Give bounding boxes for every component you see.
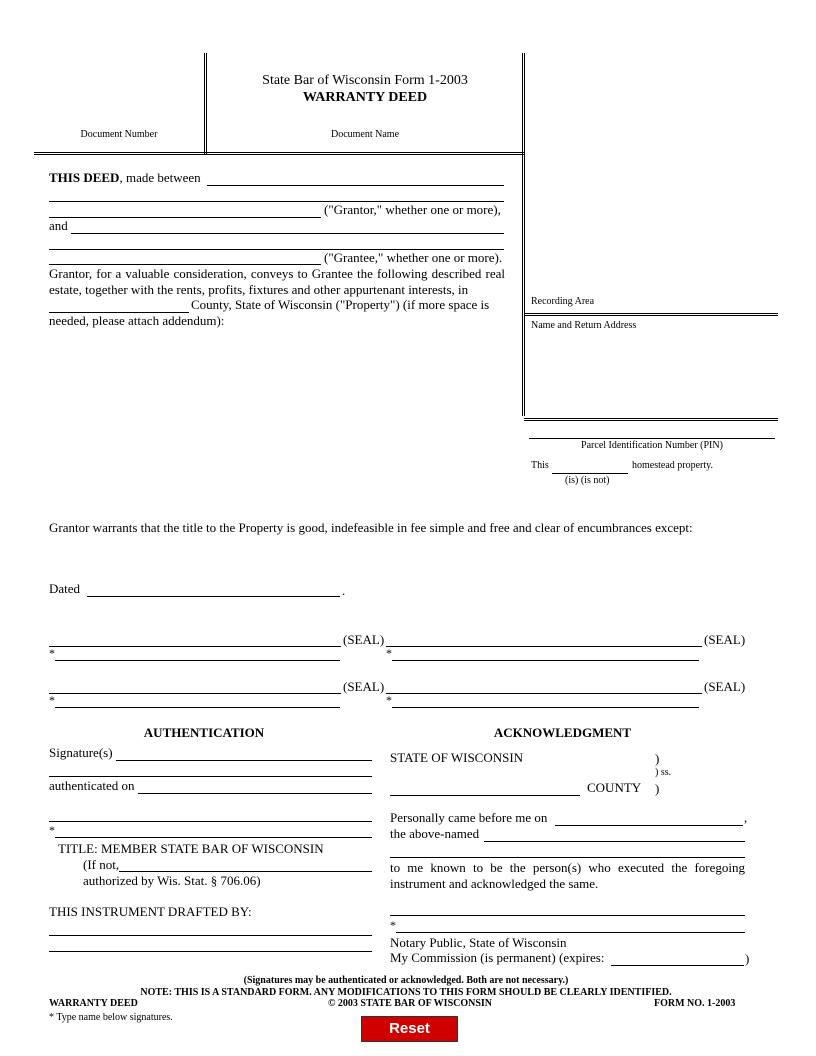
personally-comma: ,	[744, 810, 748, 825]
grantor-signature-4[interactable]	[386, 679, 702, 694]
footer-right: FORM NO. 1-2003	[654, 998, 736, 1009]
grantor-signature-2[interactable]	[386, 632, 702, 647]
signatures-label: Signature(s)	[49, 745, 113, 760]
grantor-suffix: ("Grantor," whether one or more),	[324, 202, 501, 217]
asterisk-2: *	[386, 646, 392, 660]
dated-period: .	[342, 583, 346, 598]
this-deed-label: THIS DEED	[49, 170, 120, 185]
and-label: and	[49, 218, 68, 233]
if-not-field[interactable]	[119, 857, 372, 872]
county-text: County, State of Wisconsin ("Property") (if more space is	[191, 297, 490, 312]
known-text: to me known to be the person(s) who executed the foregoing instrument and acknowledged the same.	[390, 860, 745, 891]
grantor-signature-3[interactable]	[49, 679, 341, 694]
commission-expires-field[interactable]	[611, 951, 744, 966]
dated-label: Dated	[49, 581, 81, 596]
pin-label: Parcel Identification Number (PIN)	[581, 440, 723, 451]
form-label: State Bar of Wisconsin Form 1-2003	[262, 73, 468, 88]
grantor-signature-1[interactable]	[49, 632, 341, 647]
type-name-note: * Type name below signatures.	[49, 1012, 173, 1023]
return-address-input[interactable]	[530, 334, 774, 412]
county-ack-field[interactable]	[390, 781, 580, 796]
ss-label: ) ss.	[655, 767, 672, 778]
pin-field[interactable]	[529, 424, 775, 439]
asterisk-4: *	[386, 693, 392, 707]
county-ack-label: COUNTY	[587, 780, 642, 795]
auth-asterisk: *	[49, 823, 55, 837]
authenticated-on-label: authenticated on	[49, 778, 135, 793]
homestead-field[interactable]	[552, 459, 628, 474]
seal-label-4: (SEAL)	[704, 679, 746, 694]
authenticated-signatures-field[interactable]	[116, 746, 372, 761]
asterisk-1: *	[49, 646, 55, 660]
above-named-field[interactable]	[484, 827, 745, 842]
seal-label-3: (SEAL)	[343, 679, 385, 694]
grantor-name-field-1[interactable]	[207, 171, 504, 186]
commission-close-paren: )	[745, 951, 750, 966]
is-not-options: (is) (is not)	[565, 475, 610, 486]
doc-name-label: Document Name	[330, 129, 400, 140]
typed-name-1[interactable]	[55, 646, 340, 661]
typed-name-4[interactable]	[392, 693, 699, 708]
notary-asterisk: *	[390, 918, 396, 932]
page-title: WARRANTY DEED	[302, 90, 428, 105]
footer-left: WARRANTY DEED	[49, 998, 138, 1009]
authenticator-signature[interactable]	[49, 807, 372, 822]
grantor-name-field-2[interactable]	[49, 187, 504, 202]
authenticator-name[interactable]	[55, 823, 372, 838]
drafted-by-field-1[interactable]	[49, 921, 372, 936]
header-bottom-rule	[34, 152, 524, 155]
drafted-by-field-2[interactable]	[49, 937, 372, 952]
reset-button[interactable]: Reset	[361, 1016, 458, 1042]
addendum-text: needed, please attach addendum):	[49, 313, 225, 328]
seal-label-1: (SEAL)	[343, 632, 385, 647]
dated-field[interactable]	[87, 582, 340, 597]
authorized-label: authorized by Wis. Stat. § 706.06)	[83, 873, 261, 888]
typed-name-2[interactable]	[392, 646, 699, 661]
state-label: STATE OF WISCONSIN	[390, 750, 524, 765]
seal-label-2: (SEAL)	[704, 632, 746, 647]
authenticated-on-field[interactable]	[138, 779, 372, 794]
made-between-label: , made between	[119, 170, 201, 185]
grantee-name-field-3[interactable]	[49, 250, 321, 265]
conveys-text: Grantor, for a valuable consideration, conveys to Grantee the following described real estate, together with the rents, profits, fixtures and other appurtenant interests, in	[49, 266, 505, 297]
signature-note: (Signatures may be authenticated or acknowledged. Both are not necessary.)	[243, 975, 569, 986]
grantee-name-field-1[interactable]	[71, 219, 504, 234]
title-member-label: TITLE: MEMBER STATE BAR OF WISCONSIN	[58, 841, 324, 856]
doc-number-label: Document Number	[80, 129, 158, 140]
notary-signature[interactable]	[390, 901, 745, 916]
this-label: This	[531, 460, 549, 471]
county-paren: )	[655, 781, 660, 796]
personally-label: Personally came before me on	[390, 810, 548, 825]
standard-form-note: NOTE: THIS IS A STANDARD FORM. ANY MODIFICATIONS TO THIS FORM SHOULD BE CLEARLY IDENTIFIED.	[140, 987, 672, 998]
notary-name[interactable]	[396, 918, 745, 933]
recording-area-label: Recording Area	[531, 296, 595, 307]
authentication-heading: AUTHENTICATION	[143, 725, 265, 740]
grantee-suffix: ("Grantee," whether one or more).	[324, 250, 503, 265]
warranty-text: Grantor warrants that the title to the Property is good, indefeasible in fee simple and free and clear of encumbrances except:	[49, 520, 693, 535]
notary-label: Notary Public, State of Wisconsin	[390, 935, 567, 950]
grantor-name-field-3[interactable]	[49, 203, 321, 218]
state-paren: )	[655, 751, 660, 766]
typed-name-3[interactable]	[55, 693, 340, 708]
commission-label: My Commission (is permanent) (expires:	[390, 950, 605, 965]
deed-intro	[49, 170, 201, 186]
acknowledgment-heading: ACKNOWLEDGMENT	[493, 725, 632, 740]
return-address-label: Name and Return Address	[531, 320, 637, 331]
county-field[interactable]	[49, 298, 189, 313]
grantee-name-field-2[interactable]	[49, 235, 504, 250]
homestead-label: homestead property.	[632, 460, 713, 471]
if-not-label: (If not,	[83, 857, 120, 872]
footer-center: © 2003 STATE BAR OF WISCONSIN	[327, 998, 493, 1009]
above-named-field-2[interactable]	[390, 843, 745, 858]
authenticated-signatures-field-2[interactable]	[49, 762, 372, 777]
above-named-label: the above-named	[390, 826, 480, 841]
personally-date-field[interactable]	[555, 811, 743, 826]
drafted-by-label: THIS INSTRUMENT DRAFTED BY:	[49, 904, 252, 919]
asterisk-3: *	[49, 693, 55, 707]
